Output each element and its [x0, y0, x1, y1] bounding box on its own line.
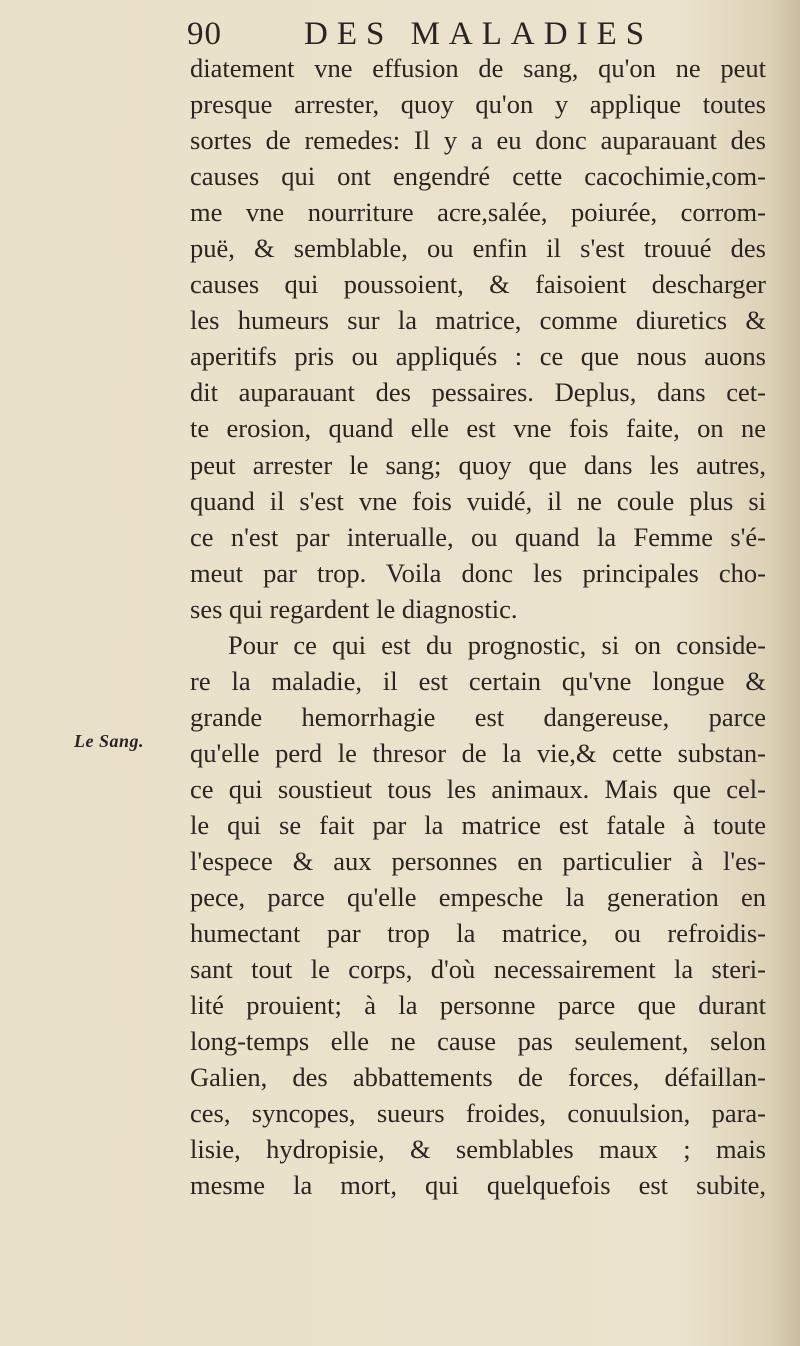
text-line: le qui se fait par la matrice est fatale à toute	[190, 809, 766, 840]
text-line: diatement vne effusion de sang, qu'on ne peut	[190, 53, 766, 83]
text-line: les humeurs sur la matrice, comme diuretics &	[190, 305, 766, 336]
text-line: re la maladie, il est certain qu'vne longue &	[190, 665, 766, 696]
page-header	[187, 14, 767, 54]
text-line: l'espece & aux personnes en particulier à l'es-	[190, 846, 766, 877]
text-line: Galien, des abbattements de forces, défaillan-	[190, 1062, 766, 1093]
text-line: lisie, hydropisie, & semblables maux ; mais	[190, 1134, 766, 1165]
text-line: meut par trop. Voila donc les principales cho-	[190, 557, 766, 588]
text-line: grande hemorrhagie est dangereuse, parce	[190, 701, 766, 732]
text-line: long-temps elle ne cause pas seulement, selon	[190, 1026, 766, 1057]
text-line: mesme la mort, qui quelquefois est subite,	[190, 1170, 766, 1201]
text-line: me vne nourriture acre,salée, poiurée, corrom-	[190, 197, 766, 228]
text-line: Pour ce qui est du prognostic, si on conside-	[228, 629, 766, 660]
text-line: puë, & semblable, ou enfin il s'est trouué des	[190, 233, 766, 264]
text-line: qu'elle perd le thresor de la vie,& cette substan-	[190, 737, 766, 768]
text-line: presque arrester, quoy qu'on y applique toutes	[190, 89, 766, 120]
text-line: dit auparauant des pessaires. Deplus, dans cet-	[190, 377, 766, 408]
text-line: quand il s'est vne fois vuidé, il ne coule plus si	[190, 485, 766, 516]
running-title: DES MALADIES	[304, 16, 654, 52]
text-line: ce qui soustieut tous les animaux. Mais que cel-	[190, 773, 766, 804]
text-line: ces, syncopes, sueurs froides, conuulsion, para-	[190, 1098, 766, 1129]
margin-note: Le Sang.	[74, 731, 145, 751]
text-line: pece, parce qu'elle empesche la generation en	[190, 882, 766, 913]
text-line: sant tout le corps, d'où necessairement la steri-	[190, 954, 766, 985]
body-text	[190, 50, 766, 1204]
text-line: humectant par trop la matrice, ou refroidis-	[190, 918, 766, 949]
text-line: peut arrester le sang; quoy que dans les autres,	[190, 449, 766, 480]
text-line: te erosion, quand elle est vne fois faite, on ne	[190, 413, 766, 444]
text-line: sortes de remedes: Il y a eu donc auparauant des	[190, 125, 766, 156]
text-line: ses qui regardent le diagnostic.	[190, 593, 518, 624]
text-line: lité prouient; à la personne parce que durant	[190, 990, 766, 1021]
text-line: causes qui ont engendré cette cacochimie,com-	[190, 161, 766, 192]
text-line: aperitifs pris ou appliqués : ce que nous auons	[190, 341, 766, 372]
page-number: 90	[187, 16, 222, 52]
text-line: causes qui poussoient, & faisoient descharger	[190, 269, 766, 300]
text-line: ce n'est par interualle, ou quand la Femme s'é-	[190, 521, 766, 552]
